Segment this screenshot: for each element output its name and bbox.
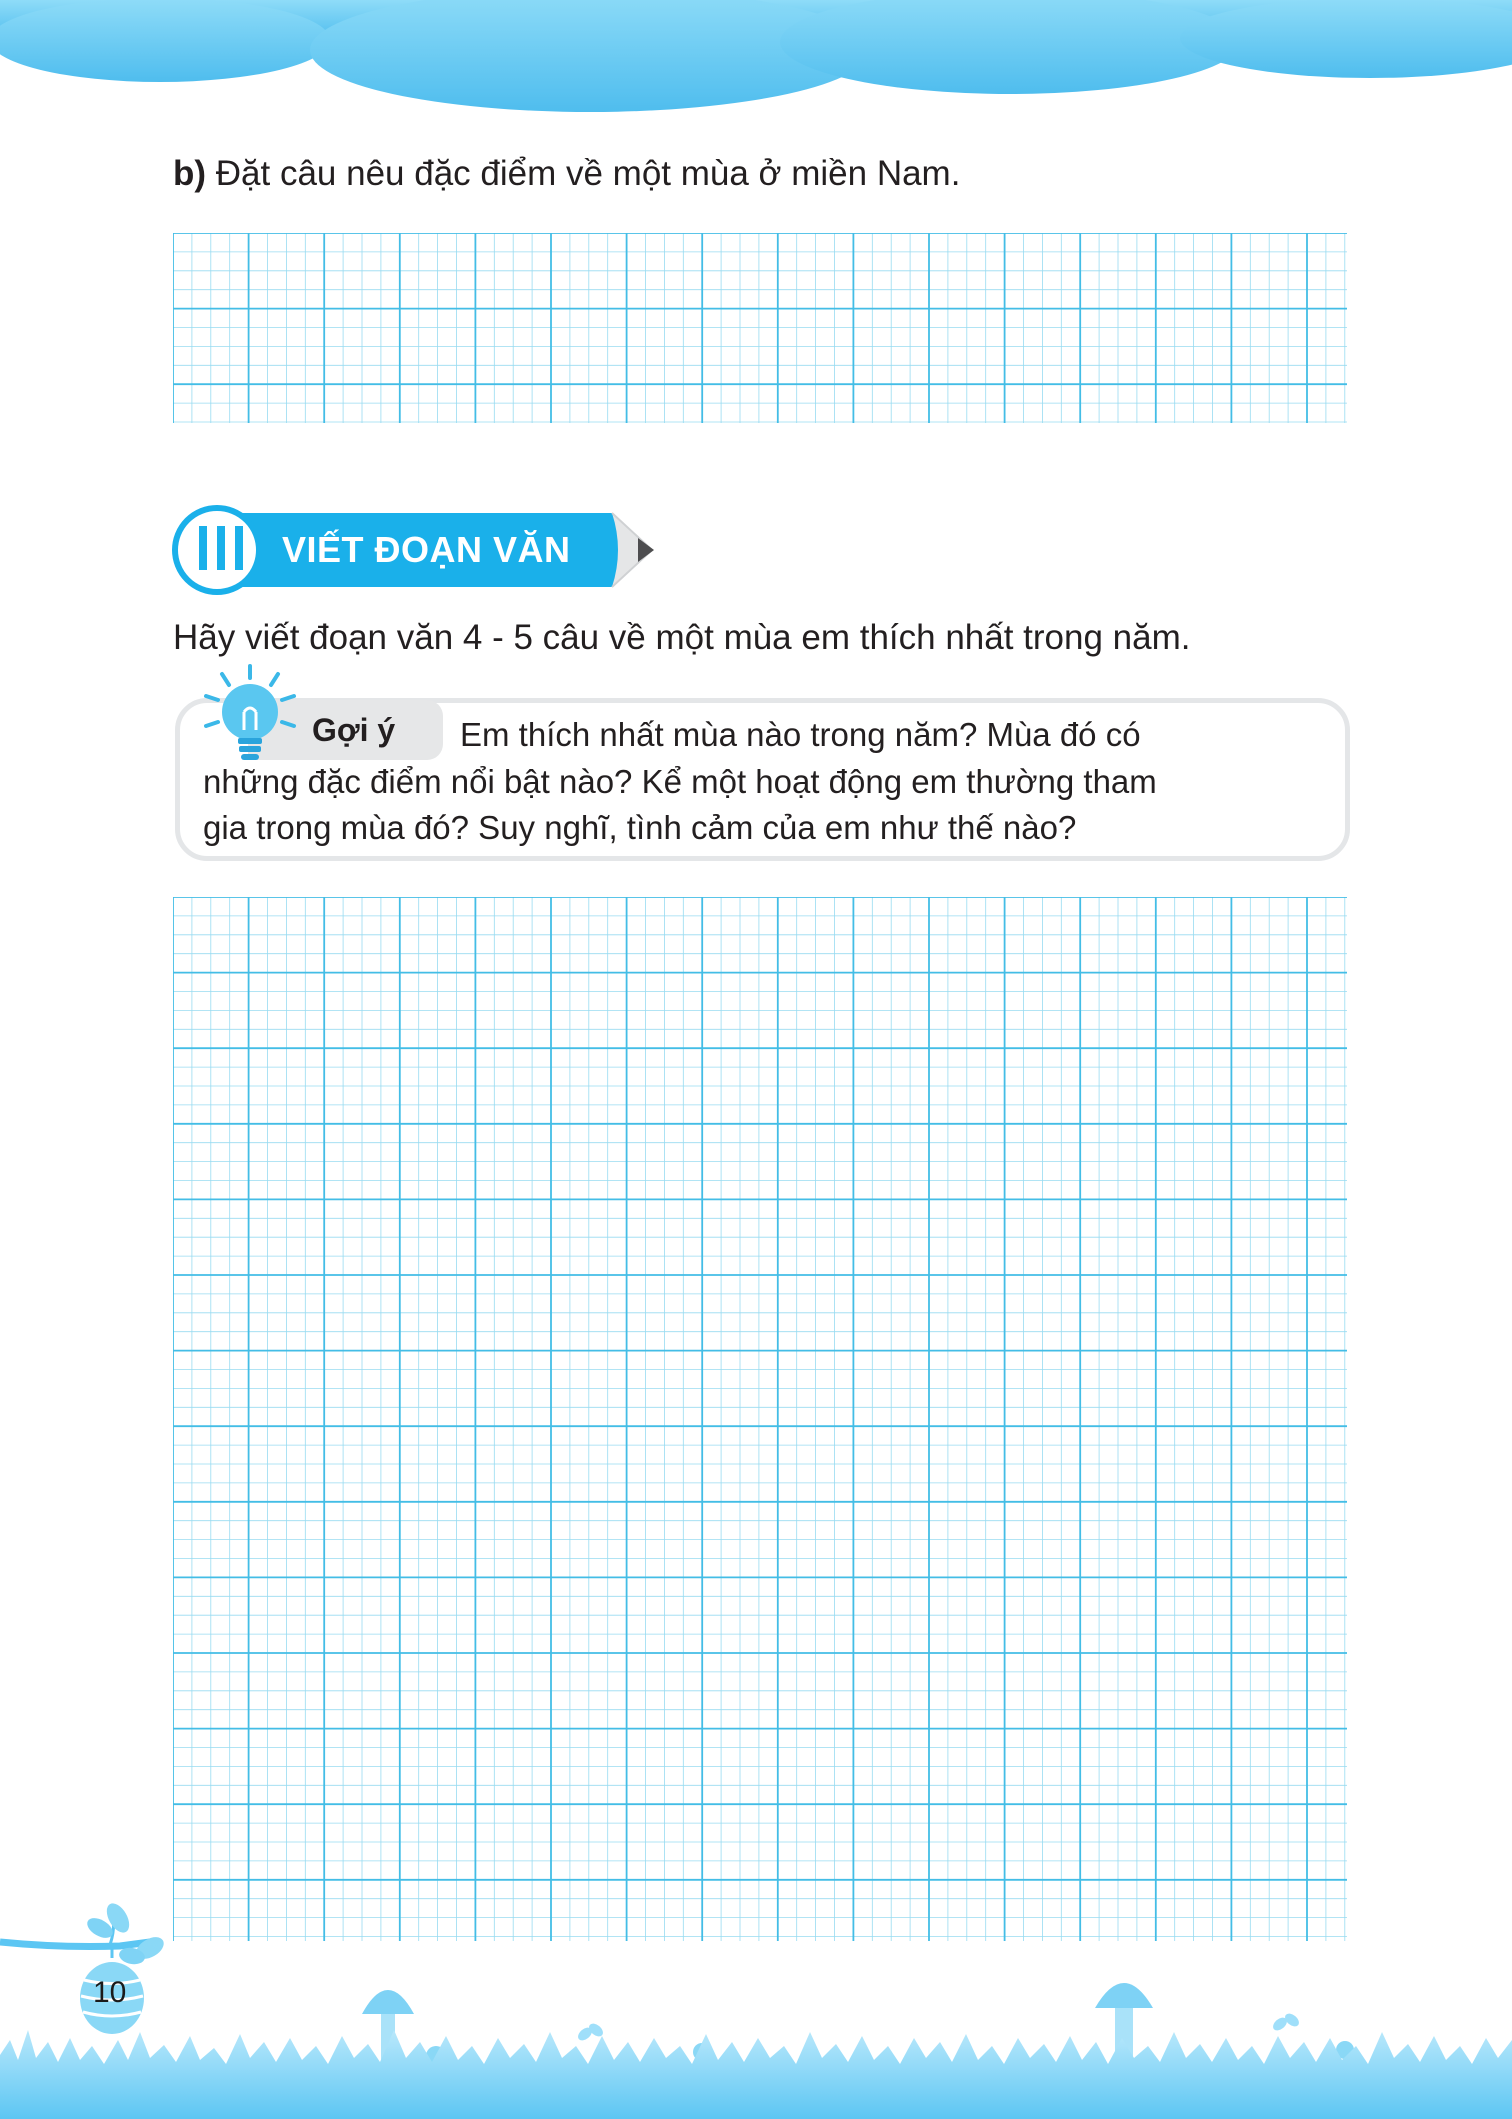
lightbulb-icon [200, 660, 300, 765]
roman-numeral-icon [196, 522, 246, 574]
question-text: Đặt câu nêu đặc điểm về một mùa ở miền Nam. [215, 154, 961, 193]
page-number: 10 [93, 1976, 127, 2009]
hint-line-3: gia trong mùa đó? Suy nghĩ, tình cảm của em như thế nào? [203, 809, 1077, 846]
grass-footer-decoration [0, 1890, 1512, 2119]
sky-cloud-header [0, 0, 1512, 120]
grid-lines [173, 897, 1347, 1941]
question-label: b) [173, 154, 207, 193]
writing-grid-large[interactable] [173, 897, 1347, 1941]
grid-lines [173, 233, 1347, 423]
writing-grid-small[interactable] [173, 233, 1347, 423]
question-b [173, 152, 960, 196]
writing-instruction: Hãy viết đoạn văn 4 - 5 câu về một mùa em thích nhất trong năm. [173, 618, 1191, 657]
hint-line-2: những đặc điểm nổi bật nào? Kể một hoạt động em thường tham [203, 763, 1157, 800]
hint-label: Gợi ý [312, 712, 396, 748]
section-title: VIẾT ĐOẠN VĂN [282, 529, 571, 570]
hint-line-1: Em thích nhất mùa nào trong năm? Mùa đó có [460, 716, 1141, 753]
